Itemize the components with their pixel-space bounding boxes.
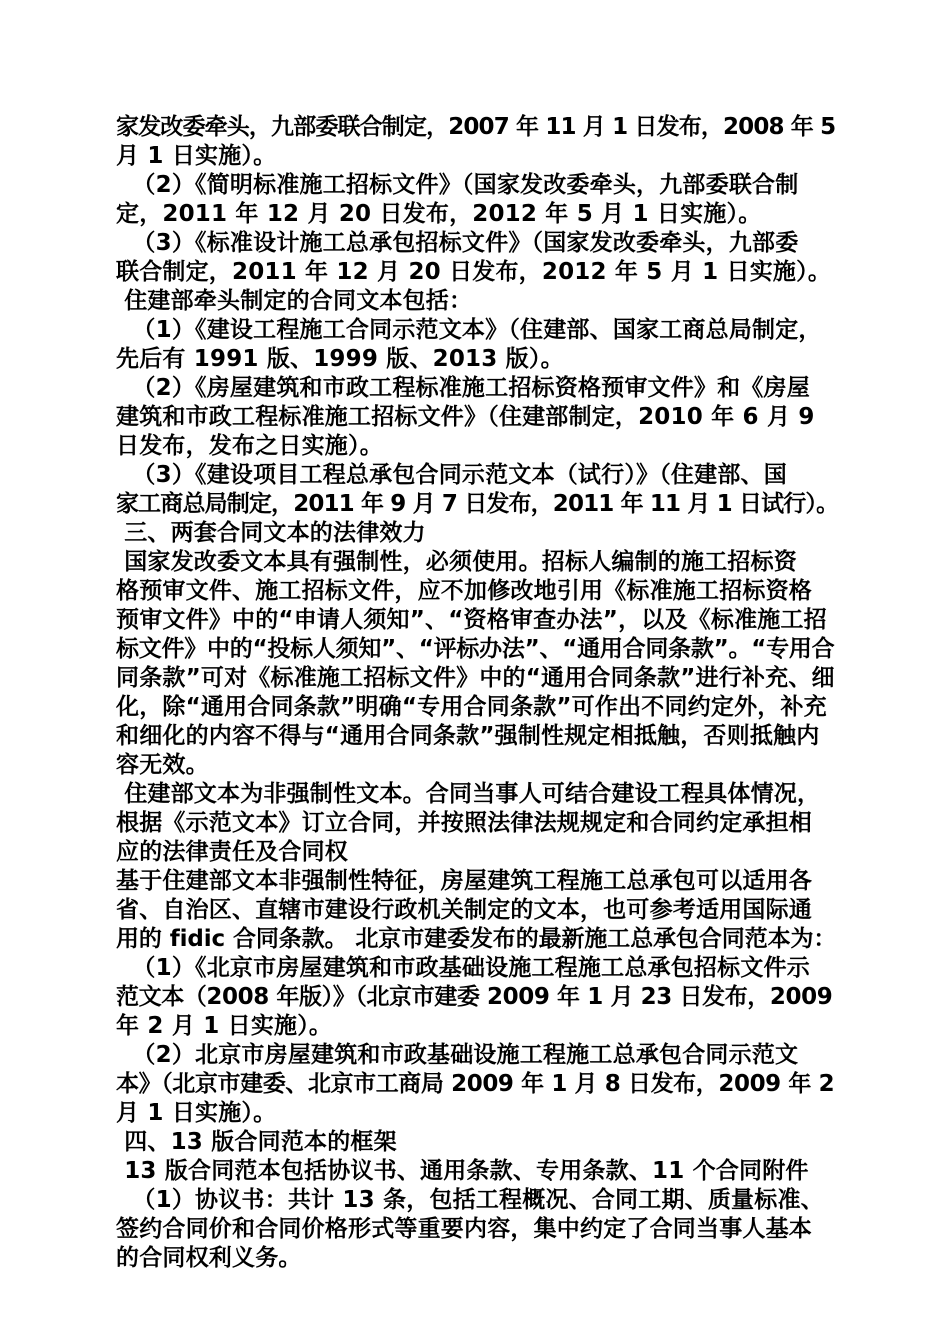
text-line: 定，2011 年 12 月 20 日发布，2012 年 5 月 1 日实施）。 — [116, 201, 762, 227]
text-line: 根据《示范文本》订立合同，并按照法律法规规定和合同约定承担相 — [116, 810, 812, 836]
text-line: 化，除“通用合同条款”明确“专用合同条款”可作出不同约定外，补充 — [116, 694, 827, 720]
text-line: 建筑和市政工程标准施工招标文件》（住建部制定，2010 年 6 月 9 — [116, 404, 815, 430]
document-body — [116, 113, 838, 1273]
text-line: 四、13 版合同范本的框架 — [116, 1129, 397, 1155]
text-line: 三、两套合同文本的法律效力 — [116, 520, 426, 546]
text-line: （1）协议书：共计 13 条，包括工程概况、合同工期、质量标准、 — [116, 1187, 824, 1213]
text-line: 范文本（2008 年版）》（北京市建委 2009 年 1 月 23 日发布，2009 — [116, 984, 833, 1010]
text-line: 日发布，发布之日实施）。 — [116, 433, 383, 459]
text-line: 住建部牵头制定的合同文本包括： — [116, 288, 473, 314]
text-line: （3）《建设项目工程总承包合同示范文本（试行）》（住建部、国 — [116, 462, 787, 488]
text-line: 月 1 日实施）。 — [116, 1100, 277, 1126]
text-line: （1）《建设工程施工合同示范文本》（住建部、国家工商总局制定， — [116, 317, 822, 343]
text-line: 本》（北京市建委、北京市工商局 2009 年 1 月 8 日发布，2009 年 2 — [116, 1071, 835, 1097]
text-line: 预审文件》中的“申请人须知”、“资格审查办法”，以及《标准施工招 — [116, 607, 827, 633]
text-line: 国家发改委文本具有强制性，必须使用。招标人编制的施工招标资 — [116, 549, 798, 575]
text-line: 年 2 月 1 日实施）。 — [116, 1013, 333, 1039]
text-line: 家发改委牵头，九部委联合制定，2007 年 11 月 1 日发布，2008 年 5 — [116, 114, 836, 140]
text-line: （2）《房屋建筑和市政工程标准施工招标资格预审文件》和《房屋 — [116, 375, 810, 401]
text-line: 格预审文件、施工招标文件，应不加修改地引用《标准施工招标资格 — [116, 578, 812, 604]
text-line: （2）北京市房屋建筑和市政基础设施工程施工总承包合同示范文 — [116, 1042, 799, 1068]
text-line: 签约合同价和合同价格形式等重要内容，集中约定了合同当事人基本 — [116, 1216, 812, 1242]
text-line: 联合制定，2011 年 12 月 20 日发布，2012 年 5 月 1 日实施）。 — [116, 259, 832, 285]
text-line: 用的 fidic 合同条款。 北京市建委发布的最新施工总承包合同范本为： — [116, 926, 837, 952]
text-line: 和细化的内容不得与“通用合同条款”强制性规定相抵触，否则抵触内 — [116, 723, 820, 749]
text-line: （2）《简明标准施工招标文件》（国家发改委牵头，九部委联合制 — [116, 172, 799, 198]
text-line: 月 1 日实施）。 — [116, 143, 277, 169]
text-line: 住建部文本为非强制性文本。合同当事人可结合建设工程具体情况， — [116, 781, 821, 807]
text-line: 家工商总局制定，2011 年 9 月 7 日发布，2011 年 11 月 1 日试行）。 — [116, 491, 839, 517]
text-line: 应的法律责任及合同权 — [116, 839, 348, 865]
text-line: 容无效。 — [116, 752, 209, 778]
text-line: 13 版合同范本包括协议书、通用条款、专用条款、11 个合同附件 — [116, 1158, 809, 1184]
text-line: （1）《北京市房屋建筑和市政基础设施工程施工总承包招标文件示 — [116, 955, 810, 981]
text-line: 同条款”可对《标准施工招标文件》中的“通用合同条款”进行补充、细 — [116, 665, 835, 691]
text-line: 省、自治区、直辖市建设行政机关制定的文本，也可参考适用国际通 — [116, 897, 812, 923]
text-line: （3）《标准设计施工总承包招标文件》（国家发改委牵头，九部委 — [116, 230, 799, 256]
text-line: 的合同权利义务。 — [116, 1245, 302, 1271]
text-line: 基于住建部文本非强制性特征，房屋建筑工程施工总承包可以适用各 — [116, 868, 812, 894]
text-line: 先后有 1991 版、1999 版、2013 版）。 — [116, 346, 564, 372]
text-line: 标文件》中的“投标人须知”、“评标办法”、“通用合同条款”。“专用合 — [116, 636, 835, 662]
